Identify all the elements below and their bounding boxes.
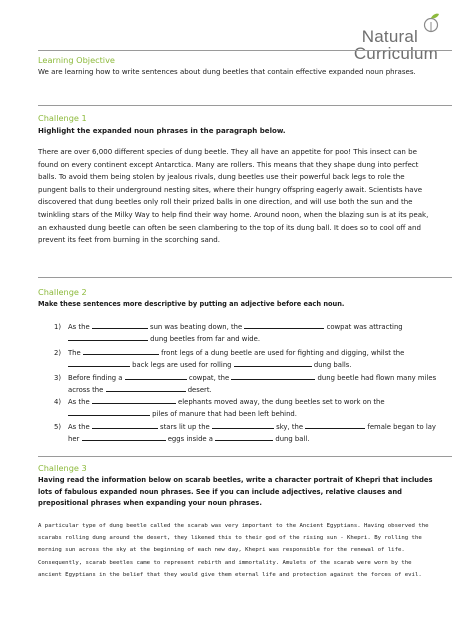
adjective-blank[interactable] — [215, 433, 273, 441]
logo-text-curriculum: Curriculum — [353, 44, 438, 63]
adjective-blank[interactable] — [68, 359, 130, 367]
sentence-item-4: 4) As the elephants moved away, the dung beetles set to work on the piles of manure that had been left behind. — [54, 398, 385, 419]
divider — [38, 456, 452, 457]
adjective-blank[interactable] — [106, 384, 186, 392]
sentence-item-5: 5) As the stars lit up the sky, the female began to lay her eggs inside a dung ball. — [54, 423, 436, 444]
challenge1-paragraph: There are over 6,000 different species of dung beetle. They all have an appetite for poo! This insect can be found on every continent except Antarctica. Many are rollers. This means that they shape dung into perfect balls. To avoid them being stolen by jealous rivals, dung beetles use their powerful back legs to role the pungent balls to their underground nesting sites, where their hungry offspring eagerly await. Scientists have discovered that dung beetles only roll their prized balls in one direction, and will use both the sun and the twinkling stars of the Milky Way to help find their way home. Around noon, when the blazing sun is at its peak, an exhausted dung beetle can often be seen clambering to the top of its dung ball. It does so to cool off and prevent its feet from burning in the scorching sand. — [38, 147, 429, 245]
challenge1-instruction: Highlight the expanded noun phrases in the paragraph below. — [38, 126, 286, 135]
adjective-blank[interactable] — [212, 421, 274, 429]
logo-text-natural: Natural — [361, 27, 418, 46]
adjective-blank[interactable] — [92, 321, 148, 329]
adjective-blank[interactable] — [231, 372, 315, 380]
adjective-blank[interactable] — [244, 321, 324, 329]
adjective-blank[interactable] — [92, 421, 158, 429]
adjective-blank[interactable] — [305, 421, 365, 429]
adjective-blank[interactable] — [83, 347, 159, 355]
leaf-logo-icon — [422, 12, 442, 36]
adjective-blank[interactable] — [68, 408, 150, 416]
natural-curriculum-logo — [326, 6, 456, 63]
challenge3-heading: Challenge 3 — [38, 463, 87, 473]
sentence-item-1: 1) As the sun was beating down, the cowpat was attracting dung beetles from far and wide. — [54, 323, 403, 344]
divider — [38, 50, 452, 51]
challenge3-paragraph: A particular type of dung beetle called the scarab was very important to the Ancient Egyptians. Having observed the scarabs rolling dung around the desert, they likened this to their god of the rising sun - Khepri. By rolling the morning sun across the sky at the beginning of each new day, Khepri was responsible for the renewal of life. Consequently, scarab beetles came to represent rebirth and immortality. Amulets of the scarab were worn by the ancient Egyptians in the belief that they would give them eternal life and protection against the forces of evil. — [38, 523, 429, 578]
adjective-blank[interactable] — [234, 359, 312, 367]
learning-objective-text: We are learning how to write sentences about dung beetles that contain effective expanded noun phrases. — [38, 67, 416, 76]
challenge3-instruction: Having read the information below on scarab beetles, write a character portrait of Khepri that includes lots of fabulous expanded noun phrases. See if you can include adjectives, relative clauses and prepositional phrases when expanding your noun phrases. — [38, 476, 433, 508]
challenge1-heading: Challenge 1 — [38, 113, 87, 123]
adjective-blank[interactable] — [82, 433, 166, 441]
challenge2-instruction: Make these sentences more descriptive by putting an adjective before each noun. — [38, 300, 345, 308]
adjective-blank[interactable] — [125, 372, 187, 380]
challenge2-heading: Challenge 2 — [38, 287, 87, 297]
learning-objective-heading: Learning Objective — [38, 55, 115, 65]
divider — [38, 105, 452, 106]
divider — [38, 277, 452, 278]
adjective-blank[interactable] — [68, 333, 148, 341]
adjective-blank[interactable] — [92, 396, 176, 404]
sentence-item-3: 3) Before finding a cowpat, the dung beetle had flown many miles across the desert. — [54, 374, 437, 395]
sentence-item-2: 2) The front legs of a dung beetle are used for fighting and digging, whilst the back legs are used for rolling dung balls. — [54, 349, 405, 370]
